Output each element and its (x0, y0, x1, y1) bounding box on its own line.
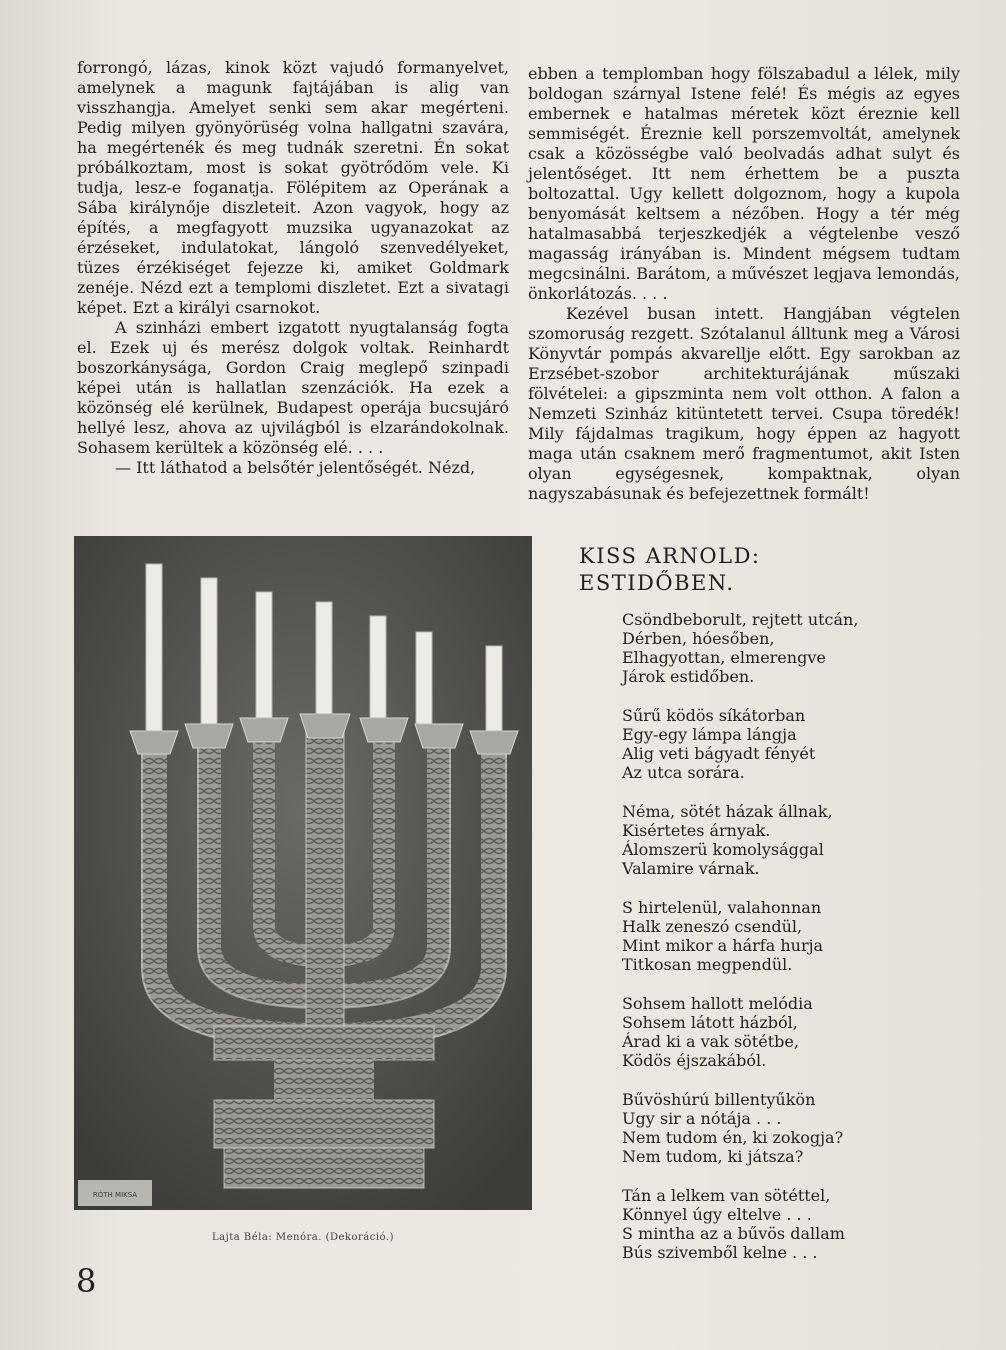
article-paragraph: Kezével busan intett. Hangjában végtelen szomoruság rezgett. Szótalanul álltunk meg a Városi Könyvtár pompás akvarellje előtt. Egy sarokban az Erzsébet-szobor architekturájának műszaki fölvételei: a gipszminta nem volt otthon. A falon a Nemzeti Szinház kitüntetett tervei. Csupa töredék! Mily fájdalmas tragikum, hogy éppen az hagyott maga után csaknem merő fragmentumot, akit Isten olyan egységesnek, kompaktnak, olyan nagyszabásunak és befejezettnek formált! (528, 304, 960, 503)
poem-stanza (622, 610, 942, 686)
poem-line: Kisértetes árnyak. (622, 821, 771, 840)
poem-line: Árad ki a vak sötétbe, (622, 1032, 799, 1051)
poem-stanza (622, 802, 942, 878)
poem-line: Csöndbeborult, rejtett utcán, (622, 610, 859, 629)
article-left-column (77, 58, 509, 478)
article-right-column (528, 64, 960, 504)
poem-line: Halk zeneszó csendül, (622, 917, 803, 936)
article-paragraph: — Itt láthatod a belsőtér jelentőségét. Nézd, (115, 458, 476, 477)
poem-stanza (622, 898, 942, 974)
poem-stanza (622, 994, 942, 1070)
poem-line: Valamire várnak. (622, 859, 760, 878)
poem-line: Egy-egy lámpa lángja (622, 725, 797, 744)
poem-title (579, 543, 761, 597)
poem-line: Sohsem látott házból, (622, 1013, 798, 1032)
poem-line: Elhagyottan, elmerengve (622, 648, 826, 667)
poem-name: ESTIDŐBEN. (579, 571, 735, 595)
poem-line: Nem tudom, ki játsza? (622, 1147, 804, 1166)
poem-author: KISS ARNOLD: (579, 544, 761, 568)
article-paragraph: ebben a templomban hogy fölszabadul a lélek, mily boldogan szárnyal Istene felé! És mégis az egyes embernek e hatalmas méretek közt éreznie kell semmiségét. Éreznie kell porszemvoltát, amelynek csak a közösségbe való beolvadás adhat sulyt és jelentőséget. Itt nem érhettem be a puszta boltozattal. Ugy kellett dolgoznom, hogy a kupola benyomását keltsem a nézőben. Hogy a tér még hatalmasabbá terjeszkedjék a végtelenbe vesző magasság irányában is. Mindent mégsem tudtam megcsinálni. Barátom, a művészet legjava lemondás, önkorlátozás. . . . (528, 64, 960, 303)
poem-line: Sohsem hallott melódia (622, 994, 813, 1013)
poem-line: Alig veti bágyadt fényét (622, 744, 816, 763)
poem-line: Ugy sir a nótája . . . (622, 1109, 782, 1128)
menorah-image (74, 536, 532, 1210)
poem-line: Tán a lelkem van sötéttel, (622, 1186, 831, 1205)
poem-line: Bús szivemből kelne . . . (622, 1243, 818, 1262)
poem-line: Járok estidőben. (622, 667, 755, 686)
poem-line: Sűrű ködös síkátorban (622, 706, 806, 725)
article-paragraph: A szinházi embert izgatott nyugtalanság fogta el. Ezek uj és merész dolgok voltak. Reinhardt boszorkánysága, Gordon Craig meglepő szinpadi képei után is hallatlan szenzációk. Ha ezek a közönség elé kerülnek, Budapest operája bucsujáró hellyé lesz, ahova az ujvilágból is elzarándokolnak. Sohasem kerültek a közönség elé. . . . (77, 318, 509, 457)
poem-line: Dérben, hóesőben, (622, 629, 775, 648)
poem-line: Titkosan megpendül. (622, 955, 793, 974)
page-number: 8 (76, 1262, 97, 1300)
menorah-illustration (74, 536, 532, 1210)
figure-caption: Lajta Béla: Menóra. (Dekoráció.) (212, 1232, 394, 1243)
poem-line: Nem tudom én, ki zokogja? (622, 1128, 844, 1147)
poem-stanza (622, 1090, 942, 1166)
poem-line: Könnyel úgy eltelve . . . (622, 1205, 812, 1224)
poem-stanza (622, 706, 942, 782)
poem-line: Bűvöshúrú billentyűkön (622, 1090, 816, 1109)
poem-body (622, 610, 942, 1282)
photographer-stamp: RÓTH MIKSA (92, 1191, 138, 1199)
article-paragraph: forrongó, lázas, kinok közt vajudó formanyelvet, amelynek a magunk fajtájában is alig van visszhangja. Amelyet senki sem akar megérteni. Pedig milyen gyönyörüség volna hallgatni szavára, ha megértenék és meg tudnák szeretni. Én sokat próbálkoztam, most is sokat gyötrődöm vele. Ki tudja, lesz-e foganatja. Fölépitem az Operának a Sába királynője diszleteit. Azon vagyok, hogy az építés, a megfagyott muzsika ugyanazokat az érzéseket, indulatokat, lángoló szenvedélyeket, tüzes érzékiséget fejezze ki, amiket Goldmark zenéje. Nézd ezt a templomi diszletet. Ezt a sivatagi képet. Ezt a királyi csarnokot. (77, 58, 509, 317)
poem-line: S hirtelenül, valahonnan (622, 898, 822, 917)
poem-line: Néma, sötét házak állnak, (622, 802, 833, 821)
poem-line: Az utca sorára. (622, 763, 745, 782)
poem-line: Álomszerü komolysággal (622, 840, 824, 859)
poem-line: S mintha az a bűvös dallam (622, 1224, 845, 1243)
poem-line: Mint mikor a hárfa hurja (622, 936, 824, 955)
poem-stanza (622, 1186, 942, 1262)
poem-line: Ködös éjszakából. (622, 1051, 767, 1070)
